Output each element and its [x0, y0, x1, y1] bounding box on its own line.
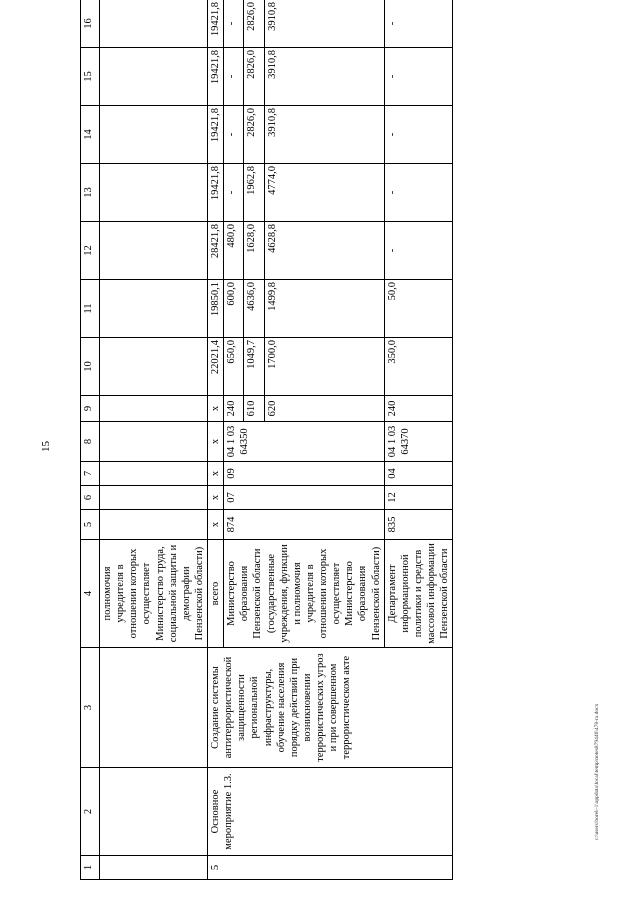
table-cell: 04: [384, 462, 453, 486]
col-header: 5: [81, 510, 100, 540]
table-cell: 835: [384, 510, 453, 540]
amount-cell: 600,0: [224, 280, 244, 338]
amount-cell: -: [384, 222, 453, 280]
table-cell: 04 1 03 64370: [384, 422, 453, 462]
amount-cell: 19421,8: [208, 164, 224, 222]
table-row-total: [208, 0, 224, 880]
table-cell: 240: [384, 396, 453, 422]
amount-cell: -: [384, 106, 453, 164]
col-header: 3: [81, 648, 100, 768]
amount-cell: -: [224, 106, 244, 164]
table-cell: [100, 338, 208, 396]
amount-cell: 2826,0: [244, 106, 264, 164]
table-cell: [100, 422, 208, 462]
amount-cell: 22021,4: [208, 338, 224, 396]
table-cell: [100, 0, 208, 48]
table-cell: [100, 106, 208, 164]
amount-cell: 19850,1: [208, 280, 224, 338]
amount-cell: 19421,8: [208, 0, 224, 48]
col-header: 2: [81, 768, 100, 856]
amount-cell: 480,0: [224, 222, 244, 280]
table-cell: 874: [224, 510, 385, 540]
col-header: 16: [81, 0, 100, 48]
col-header: 14: [81, 106, 100, 164]
amount-cell: 1628,0: [244, 222, 264, 280]
amount-cell: 1499,8: [264, 280, 384, 338]
responsible-cell: Департамент информационной политики и средств массовой информации Пензенской области: [384, 540, 453, 648]
row-number-cell: 5: [208, 856, 453, 880]
amount-cell: 50,0: [384, 280, 453, 338]
rotated-table-container: [80, 2, 590, 880]
table-cell: x: [208, 510, 224, 540]
file-path-footnote: c:\users\borel~1\appdata\local\temp\notes879446\478-ra.docx: [594, 703, 600, 840]
col-header: 12: [81, 222, 100, 280]
table-cell: [100, 510, 208, 540]
amount-cell: 2826,0: [244, 0, 264, 48]
table-cell: 04 1 03 64350: [224, 422, 385, 462]
amount-cell: 28421,8: [208, 222, 224, 280]
amount-cell: -: [384, 0, 453, 48]
amount-cell: 4628,8: [264, 222, 384, 280]
table-cell: [100, 648, 208, 768]
responsible-cell: полномочия учредителя в отношении которых осуществляет Министерство труда, социальной защиты и демографии Пензенской области): [100, 540, 208, 648]
table-cell: 12: [384, 486, 453, 510]
table-cell: [100, 396, 208, 422]
table-cell: x: [208, 396, 224, 422]
responsible-cell: всего: [208, 540, 224, 648]
col-header: 11: [81, 280, 100, 338]
amount-cell: -: [224, 48, 244, 106]
measure-cell: Основное мероприятие 1.3.: [208, 768, 453, 856]
amount-cell: 1700,0: [264, 338, 384, 396]
amount-cell: 19421,8: [208, 48, 224, 106]
amount-cell: 1049,7: [244, 338, 264, 396]
table-cell: [100, 222, 208, 280]
responsible-cell: Министерство образования Пензенской области (государственные учреждения, функции и полномочия учредителя в отношении которых осуществляет Министерство образования Пензенской области): [224, 540, 385, 648]
amount-cell: 3910,8: [264, 48, 384, 106]
table-cell: 620: [264, 396, 384, 422]
col-header: 4: [81, 540, 100, 648]
table-cell: 610: [244, 396, 264, 422]
page-number: 15: [40, 441, 52, 452]
table-cell: 07: [224, 486, 385, 510]
col-header: 6: [81, 486, 100, 510]
col-header: 7: [81, 462, 100, 486]
table-cell: [100, 856, 208, 880]
amount-cell: -: [384, 164, 453, 222]
budget-table: [80, 0, 453, 880]
amount-cell: 3910,8: [264, 0, 384, 48]
col-header: 1: [81, 856, 100, 880]
col-header: 10: [81, 338, 100, 396]
table-cell: [100, 462, 208, 486]
table-row-continuation: [100, 0, 208, 880]
amount-cell: 3910,8: [264, 106, 384, 164]
table-cell: [100, 280, 208, 338]
table-cell: 09: [224, 462, 385, 486]
table-cell: [100, 486, 208, 510]
table-cell: 240: [224, 396, 244, 422]
amount-cell: 1962,8: [244, 164, 264, 222]
table-cell: x: [208, 462, 224, 486]
col-header: 9: [81, 396, 100, 422]
col-header: 13: [81, 164, 100, 222]
amount-cell: 650,0: [224, 338, 244, 396]
table-cell: [100, 164, 208, 222]
amount-cell: -: [224, 164, 244, 222]
amount-cell: 4636,0: [244, 280, 264, 338]
table-cell: [100, 48, 208, 106]
amount-cell: 4774,0: [264, 164, 384, 222]
header-row: [81, 0, 100, 880]
amount-cell: -: [384, 48, 453, 106]
amount-cell: 2826,0: [244, 48, 264, 106]
table-cell: x: [208, 422, 224, 462]
col-header: 15: [81, 48, 100, 106]
amount-cell: -: [224, 0, 244, 48]
amount-cell: 350,0: [384, 338, 453, 396]
table-cell: [100, 768, 208, 856]
amount-cell: 19421,8: [208, 106, 224, 164]
col-header: 8: [81, 422, 100, 462]
table-cell: x: [208, 486, 224, 510]
measure-title-cell: Создание системы антитеррористической защищенности региональной инфраструктуры, обучение населения порядку действий при возникновении террористических угроз и при совершенном террористическом акте: [208, 648, 453, 768]
